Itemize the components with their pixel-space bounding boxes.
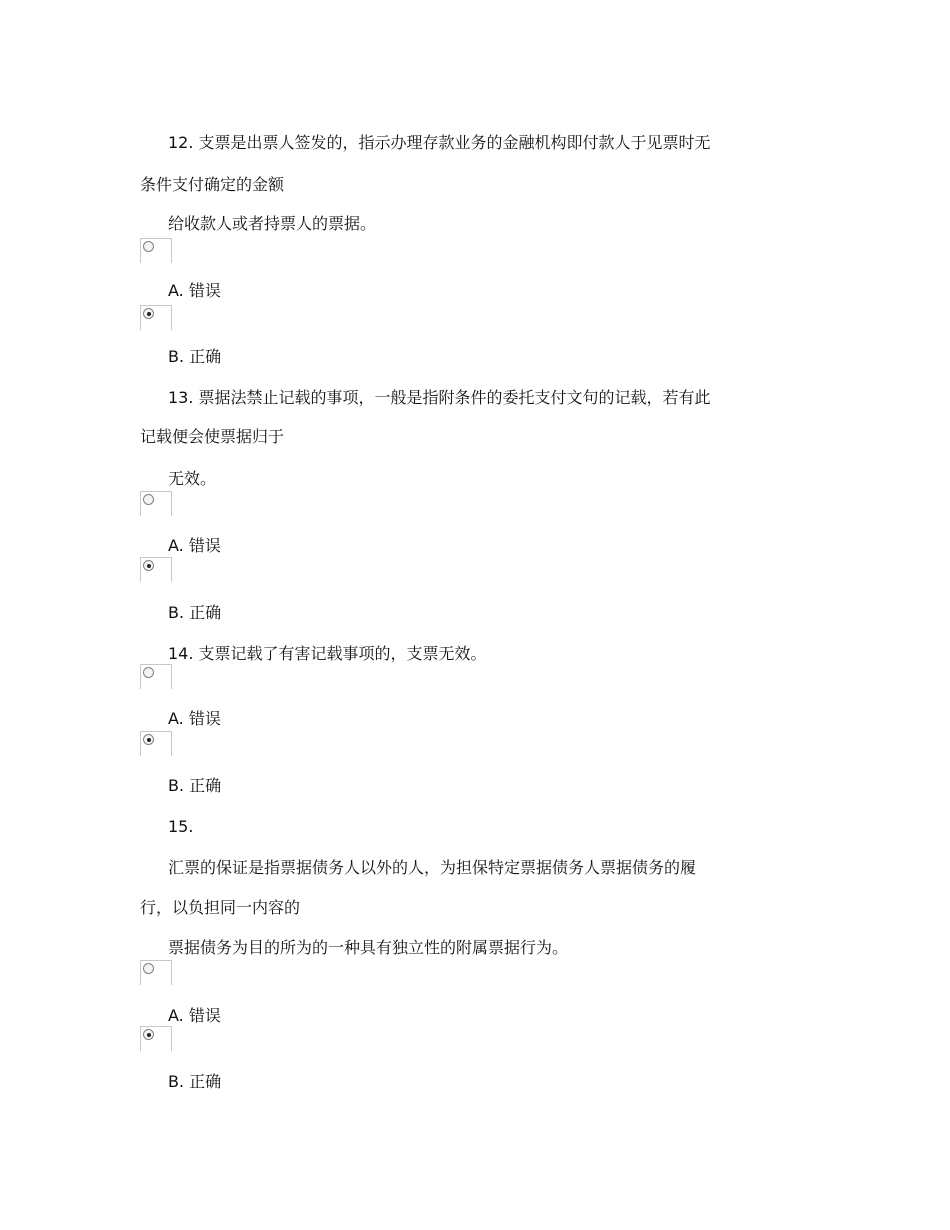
radio-checked-icon[interactable] <box>143 308 154 319</box>
question-15-option-a-radio[interactable] <box>140 960 172 986</box>
radio-unchecked-icon[interactable] <box>143 494 154 505</box>
question-13-option-a-label: A. 错误 <box>168 536 221 555</box>
radio-checked-icon[interactable] <box>143 560 154 571</box>
question-12-option-b-radio[interactable] <box>140 305 172 331</box>
question-15-option-b-label: B. 正确 <box>168 1072 222 1091</box>
question-12-option-b-label: B. 正确 <box>168 347 222 366</box>
question-15-text-line-3: 票据债务为目的所为的一种具有独立性的附属票据行为。 <box>168 938 569 957</box>
question-13-text-line-1: 13. 票据法禁止记载的事项，一般是指附条件的委托支付文句的记载，若有此 <box>168 388 711 407</box>
question-14-option-b-radio[interactable] <box>140 731 172 757</box>
question-15-text-line-2: 行，以负担同一内容的 <box>140 898 301 917</box>
question-14-option-a-radio[interactable] <box>140 664 172 690</box>
question-12-option-a-radio[interactable] <box>140 238 172 264</box>
question-12-text-line-1: 12. 支票是出票人签发的，指示办理存款业务的金融机构即付款人于见票时无 <box>168 133 711 152</box>
question-13-option-b-radio[interactable] <box>140 557 172 583</box>
question-14-option-b-label: B. 正确 <box>168 776 222 795</box>
radio-unchecked-icon[interactable] <box>143 241 154 252</box>
question-12-text-line-2: 条件支付确定的金额 <box>140 175 285 194</box>
question-14-option-a-label: A. 错误 <box>168 709 221 728</box>
question-13-text-line-3: 无效。 <box>168 469 217 488</box>
radio-unchecked-icon[interactable] <box>143 667 154 678</box>
radio-unchecked-icon[interactable] <box>143 963 154 974</box>
question-12-option-a-label: A. 错误 <box>168 281 221 300</box>
question-15-number: 15. <box>168 817 194 836</box>
radio-checked-icon[interactable] <box>143 1029 154 1040</box>
question-15-option-b-radio[interactable] <box>140 1026 172 1052</box>
question-13-text-line-2: 记载便会使票据归于 <box>140 427 285 446</box>
question-15-text-line-1: 汇票的保证是指票据债务人以外的人，为担保特定票据债务人票据债务的履 <box>168 858 697 877</box>
question-13-option-a-radio[interactable] <box>140 491 172 517</box>
question-15-option-a-label: A. 错误 <box>168 1006 221 1025</box>
question-12-text-line-3: 给收款人或者持票人的票据。 <box>168 214 377 233</box>
question-14-text-line-1: 14. 支票记载了有害记载事项的，支票无效。 <box>168 644 487 663</box>
question-13-option-b-label: B. 正确 <box>168 603 222 622</box>
radio-checked-icon[interactable] <box>143 734 154 745</box>
